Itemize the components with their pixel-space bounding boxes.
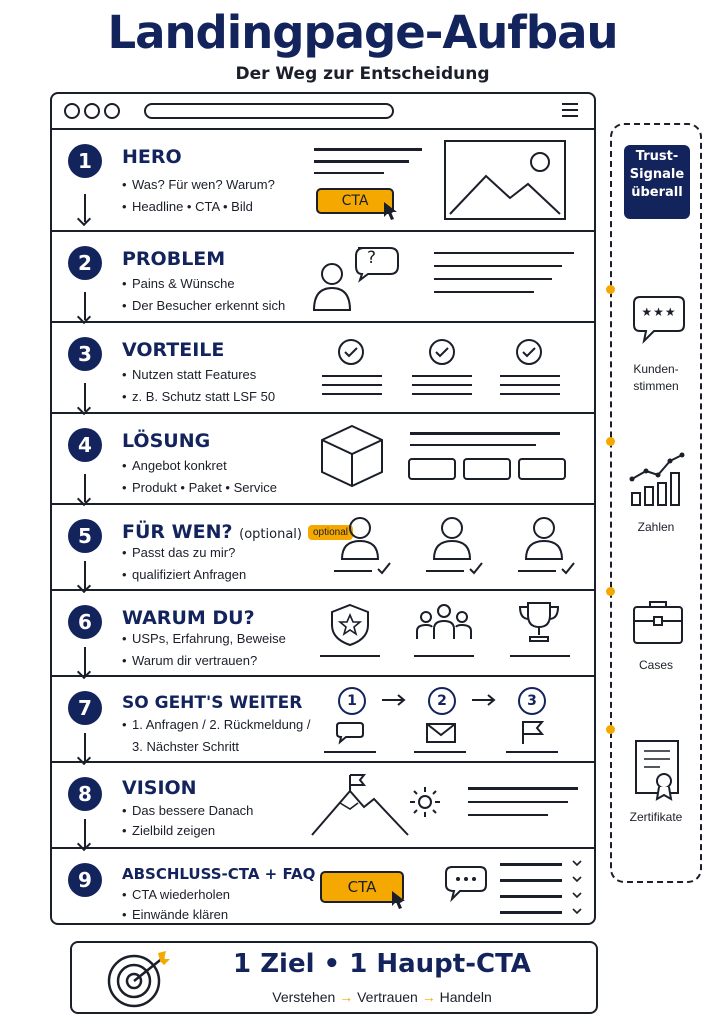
person-check-icon: [518, 513, 578, 579]
text-line: [410, 432, 560, 435]
step-number: 2: [68, 246, 102, 280]
page-title: Landingpage-Aufbau: [107, 6, 618, 59]
trust-title-line: Trust-: [635, 149, 679, 164]
footer-summary: [70, 941, 598, 1014]
text-line: [434, 265, 562, 267]
trust-label-line: Kunden-: [633, 362, 679, 376]
section-bullet: • Der Besucher erkennt sich: [132, 298, 285, 313]
section-fuer-wen: [52, 503, 594, 591]
section-abschluss-cta-faq: [52, 847, 594, 925]
section-bullet: • Nutzen statt Features: [132, 367, 256, 382]
text-line: [500, 384, 560, 386]
text-line: [468, 787, 578, 790]
text-line: [412, 375, 472, 377]
faq-speech-bubble-icon: [444, 865, 488, 901]
headline-line: [314, 148, 422, 151]
text-line: [414, 751, 466, 753]
section-bullet: • z. B. Schutz statt LSF 50: [132, 389, 275, 404]
section-hero: [52, 128, 594, 232]
section-title: VORTEILE: [122, 339, 225, 361]
text-line: [510, 655, 570, 657]
faq-line: [500, 911, 562, 914]
text-line: [322, 375, 382, 377]
text-line: [414, 655, 474, 657]
sun-icon: [408, 785, 442, 819]
section-loesung: [52, 412, 594, 505]
target-arrow-icon: [106, 949, 172, 1009]
trust-label: Cases: [638, 658, 673, 672]
section-bullet: • qualifiziert Anfragen: [132, 567, 246, 582]
trust-label: Zertifikate: [629, 810, 683, 824]
flow-arrow-icon: →: [339, 989, 354, 1005]
flow-down-arrow-icon: [84, 733, 86, 761]
envelope-icon: [426, 723, 456, 743]
hamburger-menu-icon: [562, 103, 578, 117]
step-number: 1: [68, 144, 102, 178]
cursor-icon: [382, 200, 402, 222]
speech-bubble-stars-icon: [632, 295, 686, 345]
section-bullet: • Einwände klären: [132, 907, 228, 922]
trust-label-line: stimmen: [633, 379, 679, 393]
text-line: [320, 655, 380, 657]
step-number: 9: [68, 863, 102, 897]
faq-line: [500, 895, 562, 898]
footer-headline: 1 Ziel • 1 Haupt-CTA: [233, 949, 531, 979]
headline-line: [314, 160, 409, 163]
flow-down-arrow-icon: [84, 383, 86, 411]
section-vorteile: [52, 321, 594, 414]
section-vision: [52, 761, 594, 849]
footer-flow: [202, 989, 562, 1005]
person-question-icon: [310, 244, 400, 314]
section-title: [122, 521, 353, 543]
flow-down-arrow-icon: [84, 647, 86, 675]
process-step-number: 3: [518, 687, 546, 715]
url-bar: [144, 103, 394, 119]
headline-line: [314, 172, 384, 174]
person-check-icon: [334, 513, 394, 579]
optional-badge: optional: [308, 525, 353, 540]
connector-dot: [606, 285, 615, 294]
section-bullet: • Passt das zu mir?: [132, 545, 235, 560]
section-title: SO GEHT'S WEITER: [122, 693, 303, 713]
optional-note: (optional): [239, 527, 302, 542]
process-step-number: 2: [428, 687, 456, 715]
package-options-icon: [408, 458, 568, 480]
flow-down-arrow-icon: [84, 561, 86, 589]
checkmark-circle-icon: [338, 339, 364, 365]
connector-dot: [606, 725, 615, 734]
text-line: [434, 278, 552, 280]
text-line: [500, 375, 560, 377]
text-line: [468, 801, 568, 803]
arrow-right-icon: [472, 695, 496, 705]
window-dot-icon: [104, 103, 120, 119]
text-line: [468, 814, 548, 816]
text-line: [434, 291, 534, 293]
bar-chart-icon: [630, 449, 686, 507]
trophy-icon: [516, 601, 562, 643]
connector-dot: [606, 437, 615, 446]
text-line: [434, 252, 574, 254]
chevron-down-icon: [572, 859, 582, 921]
star-rating: ★★★: [641, 305, 677, 319]
browser-window: [50, 92, 596, 925]
text-line: [412, 384, 472, 386]
cta-button: CTA: [320, 871, 404, 903]
step-number: 8: [68, 777, 102, 811]
trust-signals-panel: [610, 123, 702, 883]
section-so-gehts-weiter: [52, 675, 594, 763]
trust-title-line: Signale: [629, 167, 685, 182]
image-placeholder-icon: [444, 140, 566, 220]
section-title: HERO: [122, 146, 182, 168]
section-bullet-continued: 3. Nächster Schritt: [132, 739, 239, 754]
section-title: VISION: [122, 777, 197, 799]
process-step-number: 1: [338, 687, 366, 715]
step-number: 6: [68, 605, 102, 639]
section-problem: [52, 230, 594, 323]
flow-step: Vertrauen: [357, 989, 418, 1005]
text-line: [500, 393, 560, 395]
text-line: [410, 444, 536, 446]
flow-arrow-icon: →: [421, 989, 436, 1005]
flow-down-arrow-icon: [84, 474, 86, 502]
shield-star-icon: [330, 603, 370, 647]
checkmark-circle-icon: [429, 339, 455, 365]
section-bullet: • Produkt • Paket • Service: [132, 480, 277, 495]
section-bullet: • Pains & Wünsche: [132, 276, 235, 291]
section-bullet: • CTA wiederholen: [132, 887, 230, 902]
trust-title: [624, 145, 690, 219]
step-number: 5: [68, 519, 102, 553]
trust-label: Zahlen: [637, 520, 675, 534]
product-box-icon: [320, 424, 384, 488]
section-title: WARUM DU?: [122, 607, 255, 629]
flag-icon: [520, 719, 546, 745]
trust-label: [612, 361, 700, 395]
checkmark-circle-icon: [516, 339, 542, 365]
mountain-flag-icon: [310, 773, 410, 837]
section-title-text: FÜR WEN?: [122, 521, 233, 543]
section-bullet: • Angebot konkret: [132, 458, 227, 473]
step-number: 7: [68, 691, 102, 725]
section-title: LÖSUNG: [122, 430, 211, 452]
text-line: [506, 751, 558, 753]
flow-step: Verstehen: [272, 989, 336, 1005]
section-bullet: • Headline • CTA • Bild: [132, 199, 253, 214]
flow-down-arrow-icon: [84, 292, 86, 320]
certificate-icon: [634, 739, 682, 801]
person-check-icon: [426, 513, 486, 579]
window-dot-icon: [84, 103, 100, 119]
section-bullet: • Zielbild zeigen: [132, 823, 215, 838]
section-bullet: • Das bessere Danach: [132, 803, 253, 818]
section-warum-du: [52, 589, 594, 677]
section-bullet: • USPs, Erfahrung, Beweise: [132, 631, 286, 646]
page-subtitle: Der Weg zur Entscheidung: [235, 64, 490, 84]
section-title: PROBLEM: [122, 248, 226, 270]
arrow-right-icon: [382, 695, 406, 705]
text-line: [322, 393, 382, 395]
cursor-icon: [390, 889, 410, 911]
text-line: [412, 393, 472, 395]
section-bullet: • 1. Anfragen / 2. Rückmeldung /: [132, 717, 311, 732]
cta-button: CTA: [316, 188, 394, 214]
section-title: ABSCHLUSS-CTA + FAQ: [122, 865, 316, 883]
chat-bubble-icon: [336, 721, 364, 743]
text-line: [322, 384, 382, 386]
flow-down-arrow-icon: [84, 819, 86, 847]
faq-line: [500, 863, 562, 866]
step-number: 4: [68, 428, 102, 462]
trust-title-line: überall: [631, 185, 683, 200]
flow-down-arrow-icon: [84, 194, 86, 222]
team-icon: [414, 603, 474, 643]
connector-dot: [606, 587, 615, 596]
briefcase-icon: [632, 599, 684, 645]
flow-step: Handeln: [439, 989, 492, 1005]
step-number: 3: [68, 337, 102, 371]
text-line: [324, 751, 376, 753]
section-bullet: • Was? Für wen? Warum?: [132, 177, 275, 192]
section-bullet: • Warum dir vertrauen?: [132, 653, 257, 668]
window-dot-icon: [64, 103, 80, 119]
question-mark: ?: [367, 248, 377, 268]
faq-line: [500, 879, 562, 882]
